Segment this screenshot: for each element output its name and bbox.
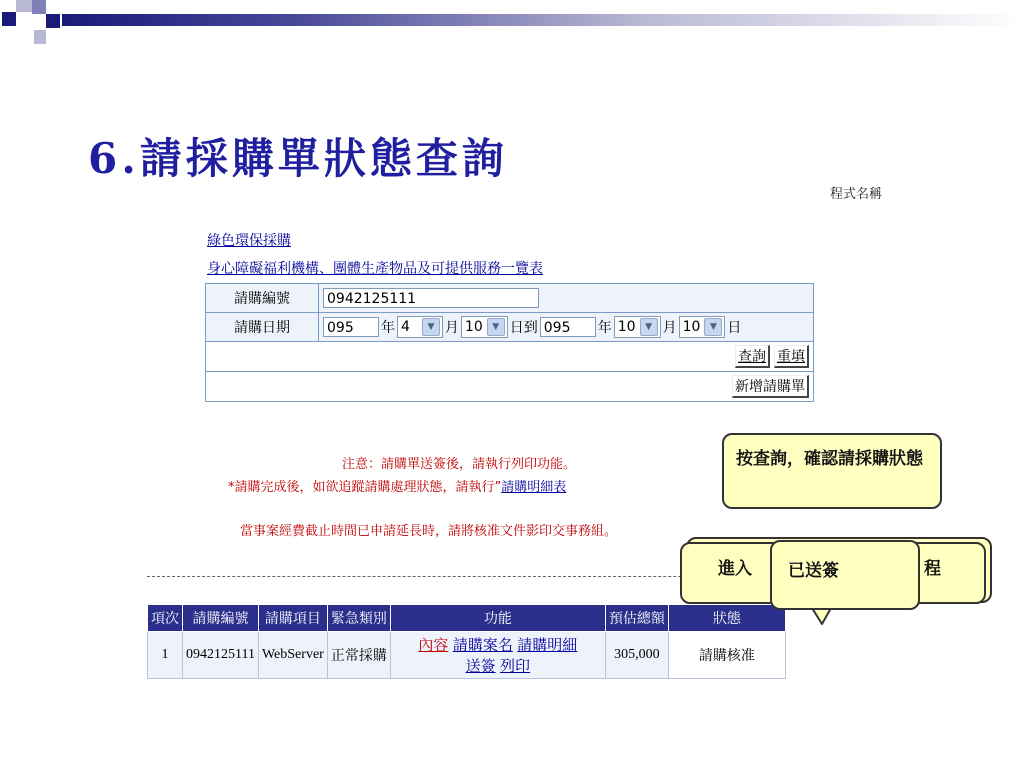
notice-tracking <box>228 476 566 495</box>
cell-urgency: 正常採購 <box>327 632 390 679</box>
send-sign-link[interactable]: 送簽 <box>465 657 496 675</box>
col-header: 功能 <box>390 605 605 632</box>
from-day-value: 10 <box>464 319 483 335</box>
enter-tip-right: 程 <box>924 559 941 579</box>
new-button-row <box>206 372 813 401</box>
cell-amount: 305,000 <box>605 632 668 679</box>
col-header: 狀態 <box>668 605 785 632</box>
decor-square <box>2 12 16 26</box>
slide-header-decoration <box>0 0 1024 48</box>
request-results-table <box>147 604 786 679</box>
query-button-row <box>206 342 813 372</box>
to-day-select[interactable] <box>679 316 726 338</box>
case-name-link[interactable]: 請購案名 <box>452 636 513 654</box>
day-unit: 日 <box>727 320 742 336</box>
print-link[interactable]: 列印 <box>500 657 531 675</box>
slide-title: 6.請採購單狀態查詢 <box>88 134 508 183</box>
req-no-input[interactable]: 0942125111 <box>323 288 539 308</box>
cell-item: WebServer <box>258 632 327 679</box>
sent-tip-text: 已送簽 <box>788 561 839 581</box>
program-name-label: 程式名稱 <box>830 187 883 202</box>
month-unit: 月 <box>444 320 459 336</box>
decor-square <box>34 30 46 44</box>
chevron-down-icon: ▼ <box>704 318 722 336</box>
col-header: 項次 <box>148 605 183 632</box>
reset-button[interactable]: 重填 <box>774 345 809 368</box>
col-header: 請購項目 <box>258 605 327 632</box>
decor-square <box>46 14 60 28</box>
new-request-button[interactable]: 新增請購單 <box>732 375 809 398</box>
to-month-value: 10 <box>617 319 636 335</box>
notice-extension: 當事案經費截止時間已申請延長時，請將核准文件影印交事務組。 <box>240 524 618 539</box>
req-date-label: 請購日期 <box>206 313 319 341</box>
decor-square <box>16 0 32 12</box>
chevron-down-icon: ▼ <box>422 318 440 336</box>
cell-functions <box>390 632 605 679</box>
query-form <box>205 283 814 402</box>
req-no-label: 請購編號 <box>206 284 319 312</box>
cell-req-no: 0942125111 <box>183 632 259 679</box>
col-header: 預估總額 <box>605 605 668 632</box>
month-unit: 月 <box>662 320 677 336</box>
col-header: 請購編號 <box>183 605 259 632</box>
col-header: 緊急類別 <box>327 605 390 632</box>
chevron-down-icon: ▼ <box>640 318 658 336</box>
request-detail-link[interactable]: 請購明細表 <box>501 480 567 495</box>
content-link[interactable]: 內容 <box>418 636 449 654</box>
request-detail-link[interactable]: 請購明細 <box>517 636 578 654</box>
table-row <box>148 632 786 679</box>
from-month-value: 4 <box>401 319 410 335</box>
green-procurement-link[interactable]: 綠色環保採購 <box>207 233 291 249</box>
chevron-down-icon: ▼ <box>487 318 505 336</box>
to-month-select[interactable] <box>614 316 661 338</box>
decor-square <box>32 0 46 14</box>
req-date-row <box>206 313 813 342</box>
sent-tip-callout <box>770 540 920 610</box>
from-year-input[interactable]: 095 <box>323 317 379 337</box>
day-to-unit: 日到 <box>509 320 538 336</box>
to-year-input[interactable]: 095 <box>540 317 596 337</box>
table-header-row <box>148 605 786 632</box>
from-month-select[interactable] <box>397 316 443 338</box>
query-button[interactable]: 查詢 <box>735 345 770 368</box>
from-day-select[interactable] <box>461 316 508 338</box>
query-tip-callout: 按查詢，確認請採購狀態 <box>722 433 942 509</box>
to-day-value: 10 <box>682 319 701 335</box>
cell-status: 請購核准 <box>668 632 785 679</box>
enter-tip-left: 進入 <box>718 559 752 579</box>
year-unit: 年 <box>597 320 612 336</box>
year-unit: 年 <box>381 320 395 336</box>
cell-index: 1 <box>148 632 183 679</box>
disabled-organizations-link[interactable]: 身心障礙福利機構、團體生產物品及可提供服務一覽表 <box>207 261 543 277</box>
notice-tracking-text: *請購完成後，如欲追蹤請購處理狀態，請執行” <box>228 480 502 495</box>
notice-print: 注意：請購單送簽後，請執行列印功能。 <box>342 457 577 472</box>
req-no-row <box>206 284 813 313</box>
header-gradient-bar <box>62 14 1024 26</box>
